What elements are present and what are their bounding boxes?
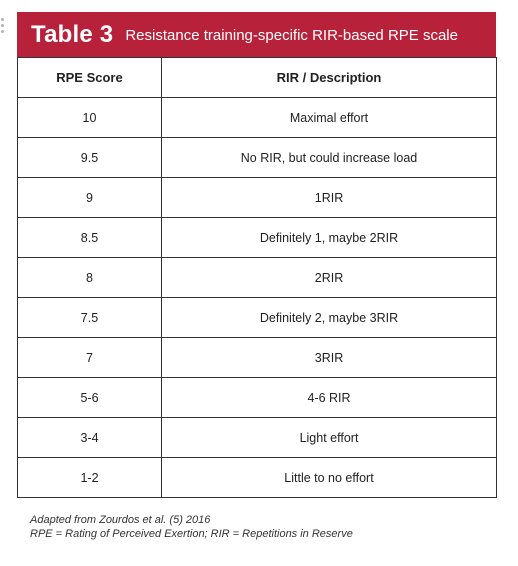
- drag-handle-icon[interactable]: [1, 18, 7, 36]
- abbreviation-note: RPE = Rating of Perceived Exertion; RIR = Repetitions in Reserve: [30, 528, 353, 540]
- rpe-score-cell: 9.5: [18, 138, 162, 178]
- rpe-score-cell: 7: [18, 338, 162, 378]
- rir-description-cell: Definitely 1, maybe 2RIR: [162, 218, 497, 258]
- rpe-score-cell: 7.5: [18, 298, 162, 338]
- header-rpe-score: RPE Score: [18, 58, 162, 98]
- header-row: [18, 58, 497, 98]
- rir-description-cell: Little to no effort: [162, 458, 497, 498]
- table-row: [18, 418, 497, 458]
- rpe-score-cell: 8.5: [18, 218, 162, 258]
- table-container: [17, 12, 496, 498]
- table-row: [18, 98, 497, 138]
- table-row: [18, 338, 497, 378]
- rir-description-cell: Maximal effort: [162, 98, 497, 138]
- rir-description-cell: 3RIR: [162, 338, 497, 378]
- rir-description-cell: No RIR, but could increase load: [162, 138, 497, 178]
- rir-description-cell: Light effort: [162, 418, 497, 458]
- table-notes: [30, 513, 353, 541]
- table-row: [18, 218, 497, 258]
- rpe-score-cell: 9: [18, 178, 162, 218]
- table-title: Resistance training-specific RIR-based RPE scale: [125, 27, 458, 44]
- table-number: Table 3: [31, 20, 114, 48]
- header-rir-description: RIR / Description: [162, 58, 497, 98]
- rpe-table: [17, 57, 497, 498]
- table-row: [18, 458, 497, 498]
- table-row: [18, 298, 497, 338]
- rpe-score-cell: 5-6: [18, 378, 162, 418]
- table-banner: [17, 12, 496, 57]
- rpe-score-cell: 8: [18, 258, 162, 298]
- rpe-score-cell: 10: [18, 98, 162, 138]
- table-row: [18, 258, 497, 298]
- source-note: Adapted from Zourdos et al. (5) 2016: [30, 514, 211, 526]
- table-row: [18, 178, 497, 218]
- rir-description-cell: 2RIR: [162, 258, 497, 298]
- rpe-score-cell: 1-2: [18, 458, 162, 498]
- rpe-score-cell: 3-4: [18, 418, 162, 458]
- table-row: [18, 378, 497, 418]
- rir-description-cell: 4-6 RIR: [162, 378, 497, 418]
- rir-description-cell: 1RIR: [162, 178, 497, 218]
- rir-description-cell: Definitely 2, maybe 3RIR: [162, 298, 497, 338]
- table-row: [18, 138, 497, 178]
